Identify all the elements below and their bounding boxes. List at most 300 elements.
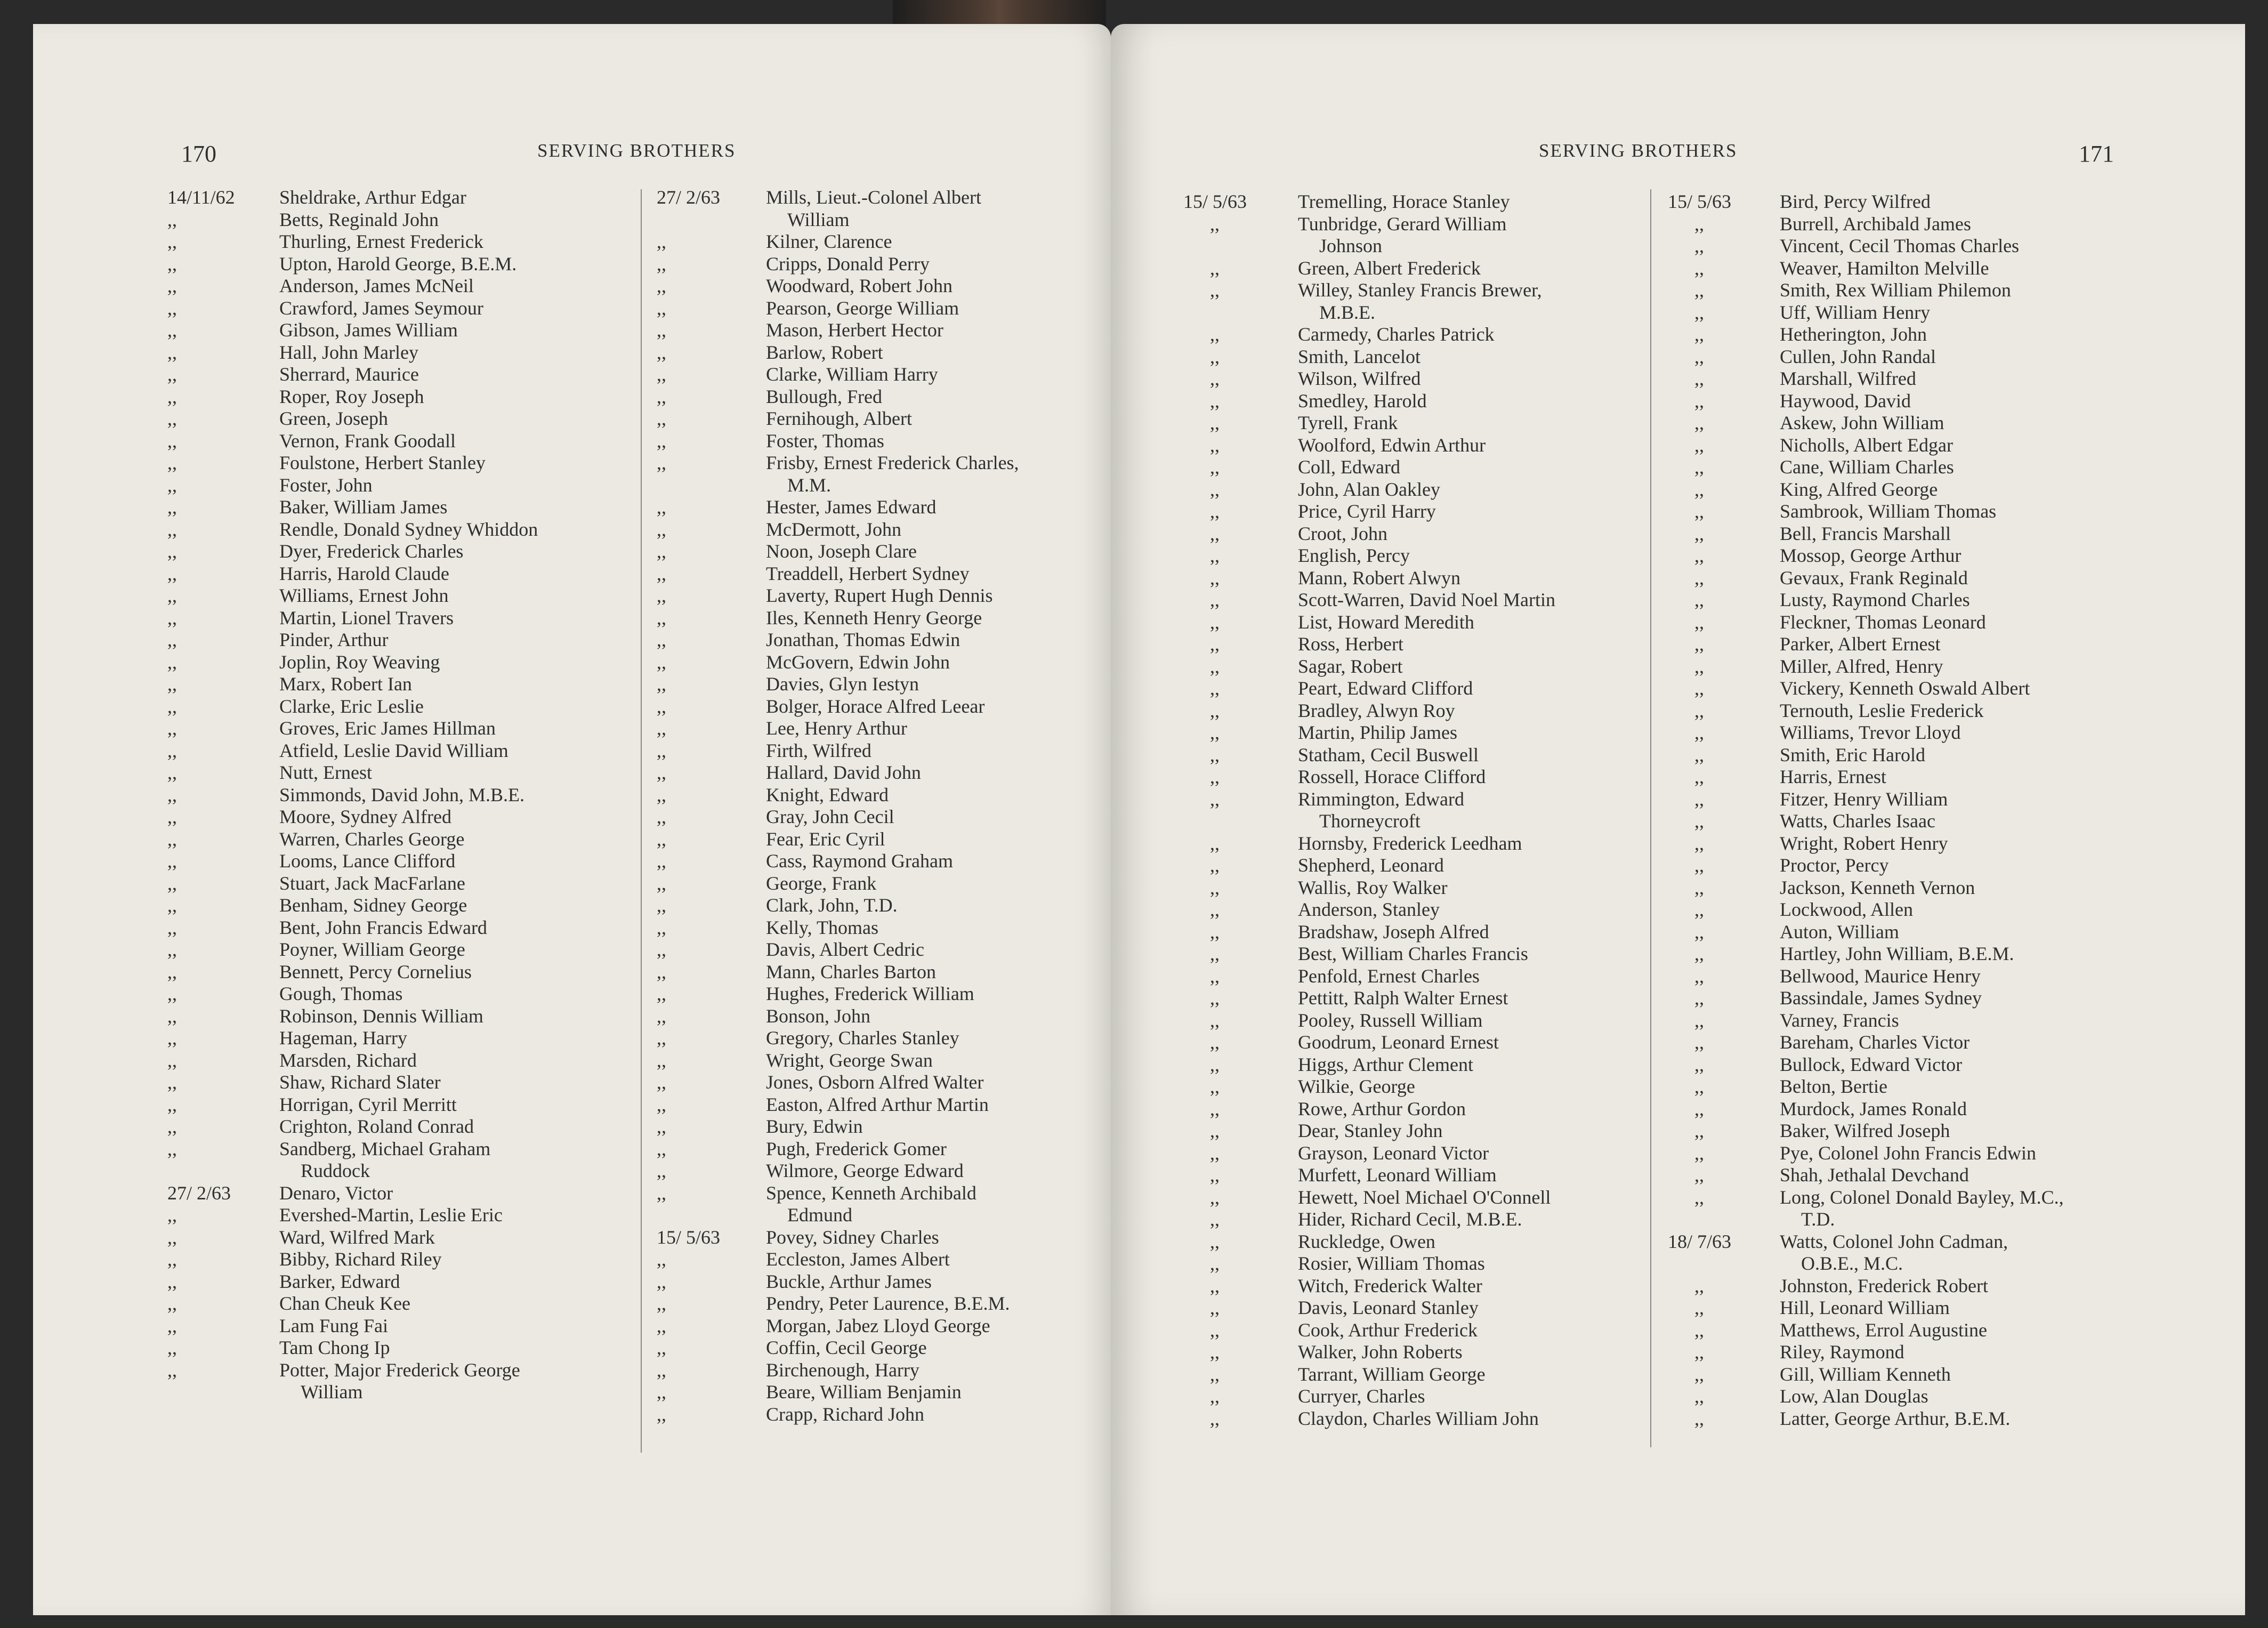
list-item: [1183, 1010, 1674, 1032]
list-item: [167, 718, 652, 740]
member-name: Askew, John William: [1780, 412, 1944, 433]
list-item: [167, 519, 652, 541]
list-item: [1668, 1319, 2227, 1342]
member-name: Hornsby, Frederick Leedham: [1298, 832, 1522, 854]
member-name: Wilkie, George: [1298, 1076, 1415, 1097]
ditto-mark: ,,: [657, 1293, 666, 1314]
ditto-mark: ,,: [167, 585, 177, 606]
member-name: Haywood, David: [1780, 390, 1911, 412]
list-item: [1183, 390, 1674, 413]
ditto-mark: ,,: [167, 916, 177, 938]
ditto-mark: ,,: [657, 1093, 666, 1115]
ditto-mark: ,,: [657, 806, 666, 827]
list-item: [657, 939, 1111, 961]
list-item: [167, 1337, 652, 1359]
member-name: Jackson, Kenneth Vernon: [1780, 876, 1975, 898]
ditto-mark: ,,: [167, 1005, 177, 1027]
member-name: Dear, Stanley John: [1298, 1120, 1443, 1141]
list-item: [1183, 191, 1674, 213]
list-item: [167, 806, 652, 828]
list-item: [657, 1315, 1111, 1337]
member-name: Gough, Thomas: [279, 983, 403, 1004]
list-item: [1668, 656, 2227, 678]
ditto-mark: ,,: [657, 518, 666, 540]
ditto-mark: ,,: [657, 452, 666, 473]
member-name: Rimmington, Edward: [1298, 788, 1464, 810]
list-item: [657, 1005, 1111, 1028]
ditto-mark: ,,: [657, 253, 666, 275]
member-name: Smith, Rex William Philemon: [1780, 279, 2011, 301]
ditto-mark: ,,: [657, 784, 666, 805]
list-item: [1668, 1054, 2227, 1076]
list-item: [167, 1293, 652, 1315]
ditto-mark: ,,: [1694, 567, 1704, 589]
member-name: Green, Albert Frederick: [1298, 257, 1481, 279]
ditto-mark: ,,: [1210, 478, 1220, 500]
member-name: Weaver, Hamilton Melville: [1780, 257, 1989, 279]
member-name: Birchenough, Harry: [766, 1359, 919, 1381]
list-item: [1668, 324, 2227, 346]
member-name: Burrell, Archibald James: [1780, 213, 1971, 235]
list-item: [657, 342, 1111, 364]
member-name: Woolford, Edwin Arthur: [1298, 434, 1486, 456]
list-item: [657, 541, 1111, 563]
list-item: [1668, 1275, 2227, 1297]
list-item: [1183, 479, 1674, 501]
member-name: Watts, Colonel John Cadman,: [1780, 1230, 2008, 1252]
list-item: [167, 1027, 652, 1050]
member-name: Treaddell, Herbert Sydney: [766, 562, 970, 584]
ditto-mark: ,,: [1210, 1098, 1220, 1119]
ditto-mark: ,,: [657, 385, 666, 407]
ditto-mark: ,,: [167, 1226, 177, 1248]
list-item: [657, 452, 1111, 474]
member-name: Robinson, Dennis William: [279, 1005, 483, 1027]
ditto-mark: ,,: [1694, 678, 1704, 699]
ditto-mark: ,,: [1210, 1275, 1220, 1296]
ditto-mark: ,,: [167, 1027, 177, 1049]
ditto-mark: ,,: [657, 1049, 666, 1071]
list-item: [657, 364, 1111, 386]
name-continuation: Edmund: [787, 1204, 852, 1226]
list-item: [1183, 456, 1674, 479]
member-name: Lee, Henry Arthur: [766, 718, 907, 739]
member-name: Davies, Glyn Iestyn: [766, 673, 919, 695]
ditto-mark: ,,: [1694, 876, 1704, 898]
list-item: [167, 607, 652, 630]
member-name: Bonson, John: [766, 1005, 871, 1027]
list-item: [167, 917, 652, 939]
ditto-mark: ,,: [657, 430, 666, 452]
list-item: [657, 762, 1111, 784]
member-name: Hageman, Harry: [279, 1027, 407, 1049]
member-name: Best, William Charles Francis: [1298, 943, 1528, 964]
ditto-mark: ,,: [1210, 633, 1220, 655]
ditto-mark: ,,: [167, 607, 177, 628]
list-item: [1183, 257, 1674, 280]
member-name: Williams, Trevor Lloyd: [1780, 722, 1961, 743]
ditto-mark: ,,: [167, 1293, 177, 1314]
ditto-mark: ,,: [1694, 1164, 1704, 1186]
member-name: Mossop, George Arthur: [1780, 545, 1962, 566]
ditto-mark: ,,: [1210, 1142, 1220, 1164]
list-item: [1668, 744, 2227, 767]
ditto-mark: ,,: [1694, 1275, 1704, 1296]
member-name: Martin, Philip James: [1298, 722, 1457, 743]
ditto-mark: ,,: [167, 872, 177, 894]
ditto-mark: ,,: [657, 894, 666, 916]
ditto-mark: ,,: [1210, 1341, 1220, 1363]
member-name: Bradley, Alwyn Roy: [1298, 699, 1455, 721]
member-name: Bradshaw, Joseph Alfred: [1298, 921, 1489, 942]
name-continuation: T.D.: [1801, 1208, 1835, 1230]
name-continuation: O.B.E., M.C.: [1801, 1253, 1903, 1274]
list-item: [1183, 1319, 1674, 1342]
running-header: SERVING BROTHERS: [1539, 140, 1738, 161]
member-name: Hall, John Marley: [279, 341, 418, 363]
list-item: [167, 496, 652, 519]
list-item: [1183, 279, 1674, 302]
list-item: [167, 1182, 652, 1205]
ditto-mark: ,,: [1694, 235, 1704, 256]
list-item: [1183, 833, 1674, 855]
member-name: Thurling, Ernest Frederick: [279, 231, 483, 252]
name-column: [167, 187, 652, 1404]
member-name: Smith, Lancelot: [1298, 345, 1420, 367]
member-name: Sheldrake, Arthur Edgar: [279, 187, 466, 208]
list-item: [167, 1094, 652, 1116]
member-name: Claydon, Charles William John: [1298, 1407, 1539, 1429]
ditto-mark: ,,: [1694, 279, 1704, 301]
list-item: [167, 342, 652, 364]
ditto-mark: ,,: [1210, 1031, 1220, 1053]
member-name: Clark, John, T.D.: [766, 894, 898, 916]
ditto-mark: ,,: [1210, 1230, 1220, 1252]
entry-continuation: [167, 1381, 652, 1404]
ditto-mark: ,,: [1694, 1297, 1704, 1318]
ditto-mark: ,,: [1694, 390, 1704, 412]
ditto-mark: ,,: [1210, 257, 1220, 279]
member-name: Fitzer, Henry William: [1780, 788, 1948, 810]
member-name: Wright, George Swan: [766, 1049, 933, 1071]
list-item: [1668, 257, 2227, 280]
ditto-mark: ,,: [167, 850, 177, 872]
member-name: Bullough, Fred: [766, 385, 883, 407]
ditto-mark: ,,: [657, 1160, 666, 1181]
ditto-mark: ,,: [657, 961, 666, 982]
left-page: [33, 24, 1111, 1615]
list-item: [1668, 191, 2227, 213]
member-name: Johnston, Frederick Robert: [1780, 1275, 1988, 1296]
list-item: [1183, 1187, 1674, 1209]
list-item: [657, 1248, 1111, 1271]
member-name: Harris, Harold Claude: [279, 562, 449, 584]
member-name: Shepherd, Leonard: [1298, 855, 1444, 876]
member-name: Witch, Frederick Walter: [1298, 1275, 1482, 1296]
ditto-mark: ,,: [1210, 324, 1220, 345]
list-item: [167, 894, 652, 917]
ditto-mark: ,,: [657, 673, 666, 695]
ditto-mark: ,,: [1694, 1098, 1704, 1119]
member-name: Roper, Roy Joseph: [279, 385, 424, 407]
list-item: [167, 585, 652, 607]
ditto-mark: ,,: [167, 1337, 177, 1358]
ditto-mark: ,,: [167, 1315, 177, 1336]
ditto-mark: ,,: [1694, 1385, 1704, 1407]
ditto-mark: ,,: [167, 739, 177, 761]
ditto-mark: ,,: [657, 1248, 666, 1270]
member-name: Bennett, Percy Cornelius: [279, 961, 472, 982]
member-name: Bolger, Horace Alfred Leear: [766, 695, 985, 717]
ditto-mark: ,,: [1694, 965, 1704, 987]
member-name: Dyer, Frederick Charles: [279, 541, 464, 562]
ditto-mark: ,,: [657, 607, 666, 628]
column-divider: [1650, 189, 1651, 1447]
list-item: [657, 1404, 1111, 1426]
list-item: [1668, 1010, 2227, 1032]
list-item: [1668, 987, 2227, 1010]
date: 15/ 5/63: [657, 1226, 721, 1248]
list-item: [167, 784, 652, 807]
member-name: Hetherington, John: [1780, 324, 1927, 345]
member-name: George, Frank: [766, 872, 877, 894]
member-name: Fernihough, Albert: [766, 408, 912, 429]
member-name: Shaw, Richard Slater: [279, 1071, 441, 1093]
ditto-mark: ,,: [1694, 1076, 1704, 1097]
ditto-mark: ,,: [1210, 1208, 1220, 1230]
list-item: [1668, 1364, 2227, 1386]
ditto-mark: ,,: [1210, 390, 1220, 412]
member-name: Smedley, Harold: [1298, 390, 1427, 412]
ditto-mark: ,,: [1694, 478, 1704, 500]
member-name: English, Percy: [1298, 545, 1410, 566]
ditto-mark: ,,: [1694, 1031, 1704, 1053]
list-item: [657, 1271, 1111, 1293]
list-item: [657, 806, 1111, 828]
member-name: Shah, Jethalal Devchand: [1780, 1164, 1969, 1186]
ditto-mark: ,,: [1694, 766, 1704, 787]
ditto-mark: ,,: [1694, 545, 1704, 566]
ditto-mark: ,,: [657, 319, 666, 341]
member-name: Barker, Edward: [279, 1270, 400, 1292]
list-item: [657, 828, 1111, 851]
date: 27/ 2/63: [657, 187, 721, 208]
list-item: [1668, 1142, 2227, 1165]
member-name: Evershed-Martin, Leslie Eric: [279, 1204, 503, 1226]
member-name: Foster, John: [279, 474, 373, 496]
ditto-mark: ,,: [1210, 1120, 1220, 1141]
member-name: Firth, Wilfred: [766, 739, 871, 761]
list-item: [657, 961, 1111, 984]
member-name: Curryer, Charles: [1298, 1385, 1425, 1407]
list-item: [1668, 722, 2227, 744]
member-name: Hewett, Noel Michael O'Connell: [1298, 1186, 1551, 1208]
member-name: Smith, Eric Harold: [1780, 744, 1925, 765]
member-name: Upton, Harold George, B.E.M.: [279, 253, 517, 275]
member-name: Bellwood, Maurice Henry: [1780, 965, 1981, 987]
ditto-mark: ,,: [167, 474, 177, 496]
list-item: [1668, 877, 2227, 899]
member-name: Gill, William Kenneth: [1780, 1363, 1951, 1385]
member-name: Williams, Ernest John: [279, 585, 449, 606]
ditto-mark: ,,: [1694, 832, 1704, 854]
member-name: Tyrell, Frank: [1298, 412, 1398, 433]
ditto-mark: ,,: [657, 1381, 666, 1403]
page-number: 171: [2079, 141, 2114, 167]
member-name: McDermott, John: [766, 518, 901, 540]
member-name: Miller, Alfred, Henry: [1780, 655, 1943, 677]
member-name: John, Alan Oakley: [1298, 478, 1440, 500]
ditto-mark: ,,: [1210, 1009, 1220, 1031]
member-name: Carmedy, Charles Patrick: [1298, 324, 1495, 345]
member-name: Cane, William Charles: [1780, 456, 1954, 478]
member-name: Bibby, Richard Riley: [279, 1248, 442, 1270]
list-item: [1668, 1098, 2227, 1121]
list-item: [1668, 921, 2227, 944]
member-name: Mann, Robert Alwyn: [1298, 567, 1460, 589]
member-name: Murdock, James Ronald: [1780, 1098, 1967, 1119]
member-name: Knight, Edward: [766, 784, 889, 805]
member-name: Morgan, Jabez Lloyd George: [766, 1315, 990, 1336]
ditto-mark: ,,: [1210, 1164, 1220, 1186]
ditto-mark: ,,: [167, 894, 177, 916]
name-continuation: Ruddock: [301, 1160, 370, 1181]
list-item: [657, 1227, 1111, 1249]
list-item: [167, 939, 652, 961]
ditto-mark: ,,: [1694, 213, 1704, 235]
ditto-mark: ,,: [167, 341, 177, 363]
ditto-mark: ,,: [167, 762, 177, 783]
member-name: Latter, George Arthur, B.E.M.: [1780, 1407, 2011, 1429]
list-item: [657, 1094, 1111, 1116]
member-name: Coffin, Cecil George: [766, 1337, 927, 1358]
list-item: [1668, 479, 2227, 501]
list-item: [167, 1138, 652, 1160]
member-name: Bullock, Edward Victor: [1780, 1053, 1963, 1075]
ditto-mark: ,,: [1210, 766, 1220, 787]
member-name: Cripps, Donald Perry: [766, 253, 930, 275]
member-name: Long, Colonel Donald Bayley, M.C.,: [1780, 1186, 2064, 1208]
member-name: Bury, Edwin: [766, 1116, 863, 1137]
list-item: [1183, 855, 1674, 877]
ditto-mark: ,,: [167, 297, 177, 319]
ditto-mark: ,,: [657, 1359, 666, 1381]
member-name: Riley, Raymond: [1780, 1341, 1904, 1363]
ditto-mark: ,,: [167, 673, 177, 695]
member-name: Laverty, Rupert Hugh Dennis: [766, 585, 993, 606]
ditto-mark: ,,: [657, 1403, 666, 1425]
list-item: [167, 1204, 652, 1227]
ditto-mark: ,,: [1210, 876, 1220, 898]
list-item: [167, 231, 652, 253]
list-item: [657, 696, 1111, 718]
running-header: SERVING BROTHERS: [537, 140, 736, 161]
ditto-mark: ,,: [1694, 1009, 1704, 1031]
list-item: [657, 651, 1111, 674]
list-item: [657, 784, 1111, 807]
ditto-mark: ,,: [657, 1027, 666, 1049]
member-name: Gray, John Cecil: [766, 806, 894, 827]
entry-continuation: [1183, 235, 1674, 257]
ditto-mark: ,,: [1210, 522, 1220, 544]
entry-continuation: [167, 1160, 652, 1182]
member-name: Beare, William Benjamin: [766, 1381, 962, 1403]
list-item: [657, 519, 1111, 541]
ditto-mark: ,,: [1210, 1053, 1220, 1075]
list-item: [657, 253, 1111, 276]
ditto-mark: ,,: [1210, 368, 1220, 389]
list-item: [1183, 501, 1674, 523]
member-name: Gregory, Charles Stanley: [766, 1027, 959, 1049]
ditto-mark: ,,: [657, 364, 666, 385]
list-item: [167, 253, 652, 276]
ditto-mark: ,,: [1694, 456, 1704, 478]
list-item: [657, 1359, 1111, 1382]
member-name: Stuart, Jack MacFarlane: [279, 872, 465, 894]
ditto-mark: ,,: [1210, 1319, 1220, 1341]
list-item: [1183, 1120, 1674, 1142]
ditto-mark: ,,: [1694, 589, 1704, 610]
list-item: [1668, 1164, 2227, 1187]
member-name: Rosier, William Thomas: [1298, 1253, 1485, 1274]
list-item: [1183, 1098, 1674, 1121]
ditto-mark: ,,: [1210, 1076, 1220, 1097]
ditto-mark: ,,: [657, 297, 666, 319]
ditto-mark: ,,: [167, 275, 177, 296]
member-name: Barlow, Robert: [766, 341, 883, 363]
list-item: [167, 541, 652, 563]
ditto-mark: ,,: [167, 695, 177, 717]
list-item: [1668, 1031, 2227, 1054]
list-item: [1668, 1297, 2227, 1319]
list-item: [1183, 744, 1674, 767]
member-name: Foster, Thomas: [766, 430, 884, 452]
list-item: [657, 1071, 1111, 1094]
member-name: Hartley, John William, B.E.M.: [1780, 943, 2014, 964]
list-item: [1668, 1408, 2227, 1430]
member-name: Tremelling, Horace Stanley: [1298, 191, 1510, 212]
list-item: [1668, 833, 2227, 855]
list-item: [1183, 1164, 1674, 1187]
list-item: [657, 718, 1111, 740]
member-name: Anderson, James McNeil: [279, 275, 474, 296]
ditto-mark: ,,: [657, 828, 666, 850]
ditto-mark: ,,: [167, 562, 177, 584]
ditto-mark: ,,: [1694, 699, 1704, 721]
date: 27/ 2/63: [167, 1182, 231, 1204]
list-item: [1668, 611, 2227, 634]
ditto-mark: ,,: [1694, 899, 1704, 920]
list-item: [657, 563, 1111, 585]
list-item: [1668, 1120, 2227, 1142]
member-name: Lusty, Raymond Charles: [1780, 589, 1970, 610]
member-name: Pye, Colonel John Francis Edwin: [1780, 1142, 2036, 1164]
ditto-mark: ,,: [1694, 788, 1704, 810]
entry-continuation: [1183, 302, 1674, 324]
member-name: Poyner, William George: [279, 939, 465, 960]
list-item: [1668, 766, 2227, 788]
name-continuation: M.B.E.: [1319, 301, 1376, 323]
list-item: [657, 319, 1111, 342]
list-item: [1183, 943, 1674, 965]
ditto-mark: ,,: [1694, 810, 1704, 832]
member-name: Joplin, Roy Weaving: [279, 651, 440, 673]
list-item: [167, 828, 652, 851]
member-name: Proctor, Percy: [1780, 855, 1889, 876]
ditto-mark: ,,: [1694, 655, 1704, 677]
ditto-mark: ,,: [167, 806, 177, 827]
list-item: [167, 386, 652, 408]
